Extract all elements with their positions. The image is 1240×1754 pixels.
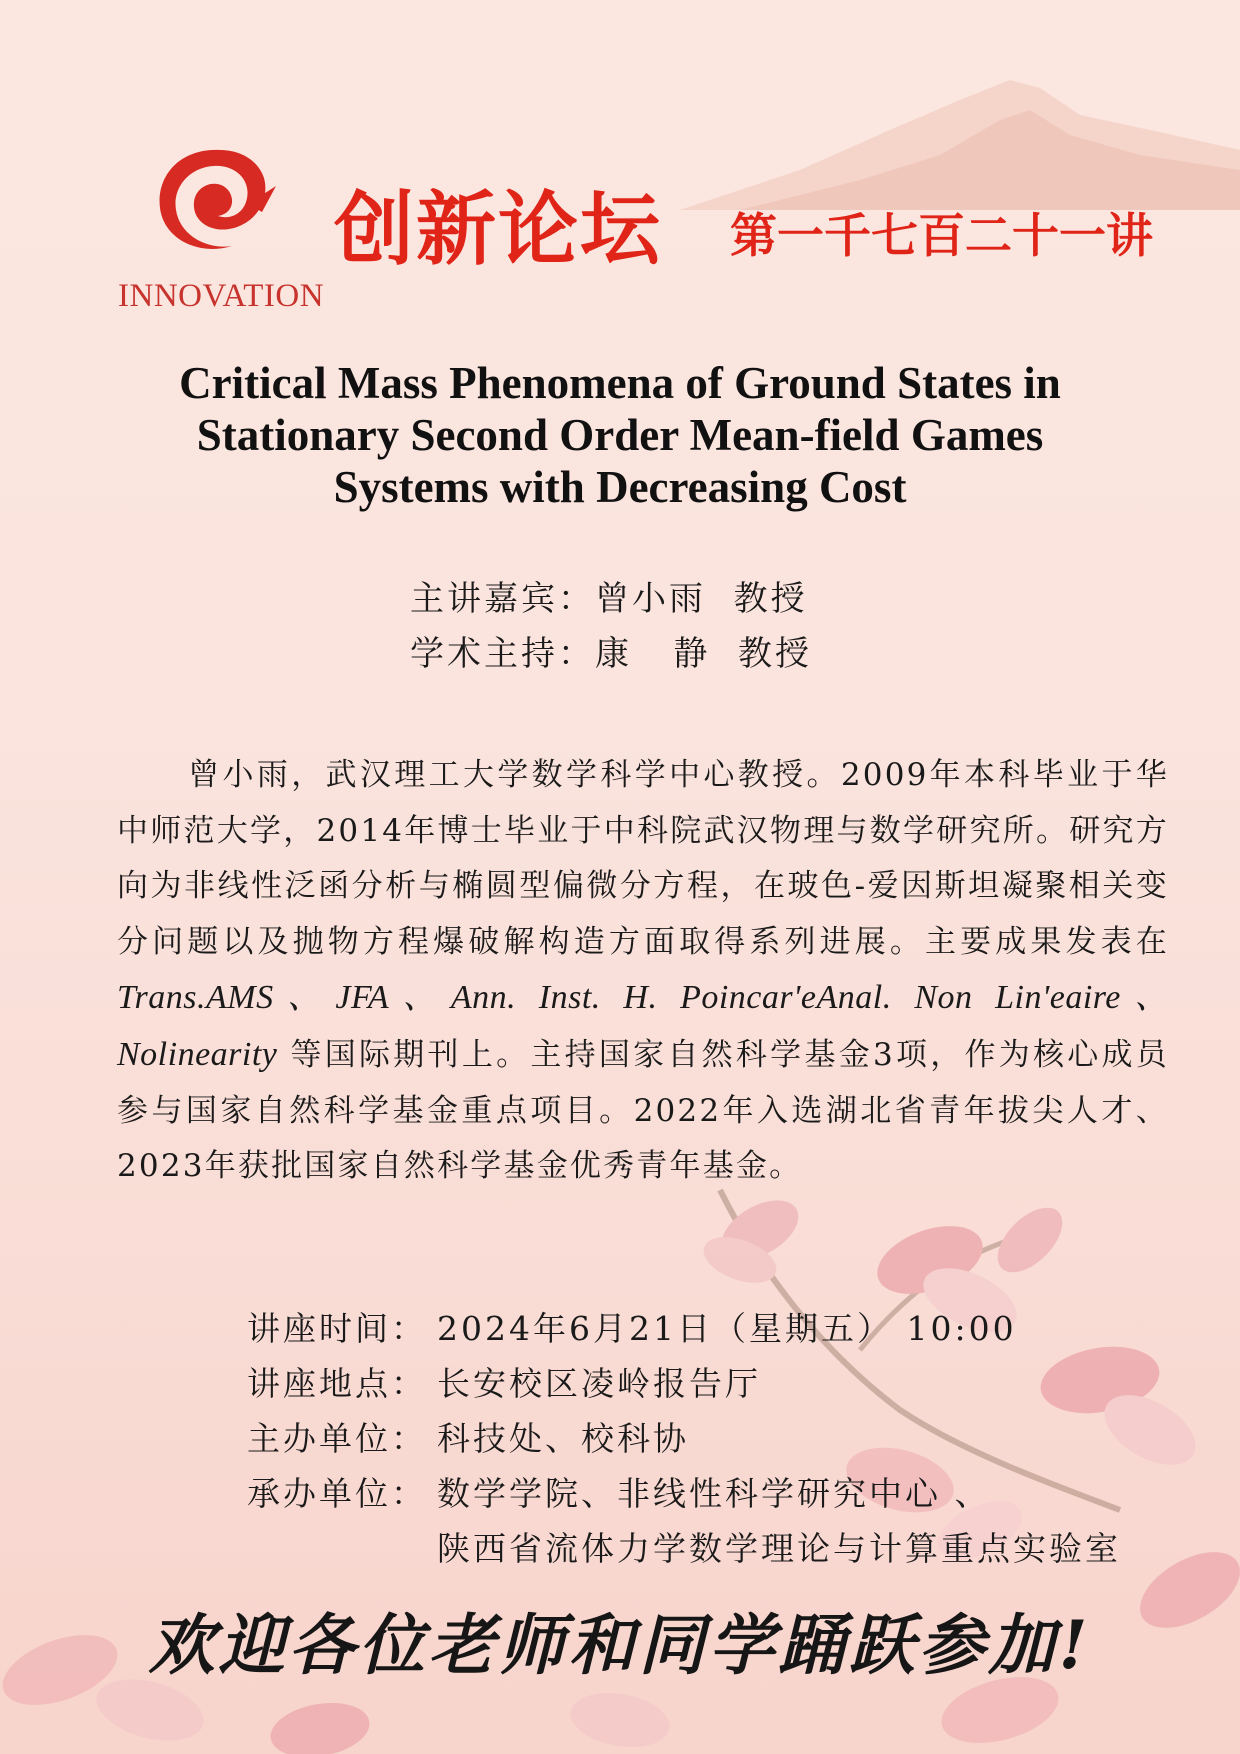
time-value: 2024年6月21日（星期五） 10:00	[437, 1309, 1017, 1348]
info-row-host-unit	[247, 1466, 1121, 1521]
bio-journals: Trans.AMS、JFA、Ann. Inst. H. Poincar'eAnal. Non Lin'eaire、Nolinearity	[117, 979, 1169, 1073]
place-value: 长安校区凌岭报告厅	[437, 1364, 761, 1403]
welcome-banner: 欢迎各位老师和同学踊跃参加!	[148, 1606, 1092, 1684]
host-unit-value-1: 数学学院、非线性科学研究中心 、	[437, 1474, 991, 1513]
info-row-place	[247, 1356, 1121, 1411]
talk-title-line-2: Stationary Second Order Mean-field Games	[196, 410, 1044, 460]
talk-title	[120, 357, 1120, 513]
info-row-host-unit-2	[247, 1521, 1121, 1576]
talk-title-line-3: Systems with Decreasing Cost	[333, 462, 907, 512]
organizer-label: 主办单位：	[247, 1419, 427, 1458]
host-unit-value-2: 陕西省流体力学数学理论与计算重点实验室	[437, 1529, 1121, 1568]
host-unit-label: 承办单位：	[247, 1474, 427, 1513]
logo-swirl-icon	[150, 142, 280, 262]
bio-part-2: 等国际期刊上。主持国家自然科学基金3项，作为核心成员参与国家自然科学基金重点项目。2022年入选湖北省青年拔尖人才、2023年获批国家自然科学基金优秀青年基金。	[117, 1036, 1169, 1185]
host-line: 学术主持：康 静 教授	[410, 634, 813, 674]
time-label: 讲座时间：	[247, 1309, 427, 1348]
forum-title: 创新论坛	[334, 183, 662, 276]
place-label: 讲座地点：	[247, 1364, 427, 1403]
speaker-bio	[117, 748, 1169, 1195]
mountain-decoration	[680, 60, 1240, 210]
bio-part-1: 曾小雨，武汉理工大学数学科学中心教授。2009年本科毕业于华中师范大学，2014年博士毕业于中科院武汉物理与数学研究所。研究方向为非线性泛函分析与椭圆型偏微分方程，在玻色-爱因斯坦凝聚相关变分问题以及抛物方程爆破解构造方面取得系列进展。主要成果发表在	[117, 757, 1169, 960]
organizer-value: 科技处、校科协	[437, 1419, 689, 1458]
lecture-number: 第一千七百二十一讲	[730, 209, 1153, 264]
talk-title-line-1: Critical Mass Phenomena of Ground States in	[179, 358, 1061, 408]
info-row-time	[247, 1301, 1121, 1356]
innovation-logo	[118, 142, 344, 322]
event-info	[247, 1301, 1121, 1576]
speaker-line: 主讲嘉宾：曾小雨 教授	[410, 579, 808, 619]
people-block	[410, 572, 812, 682]
logo-text: INNOVATION	[118, 278, 325, 314]
info-row-organizer	[247, 1411, 1121, 1466]
